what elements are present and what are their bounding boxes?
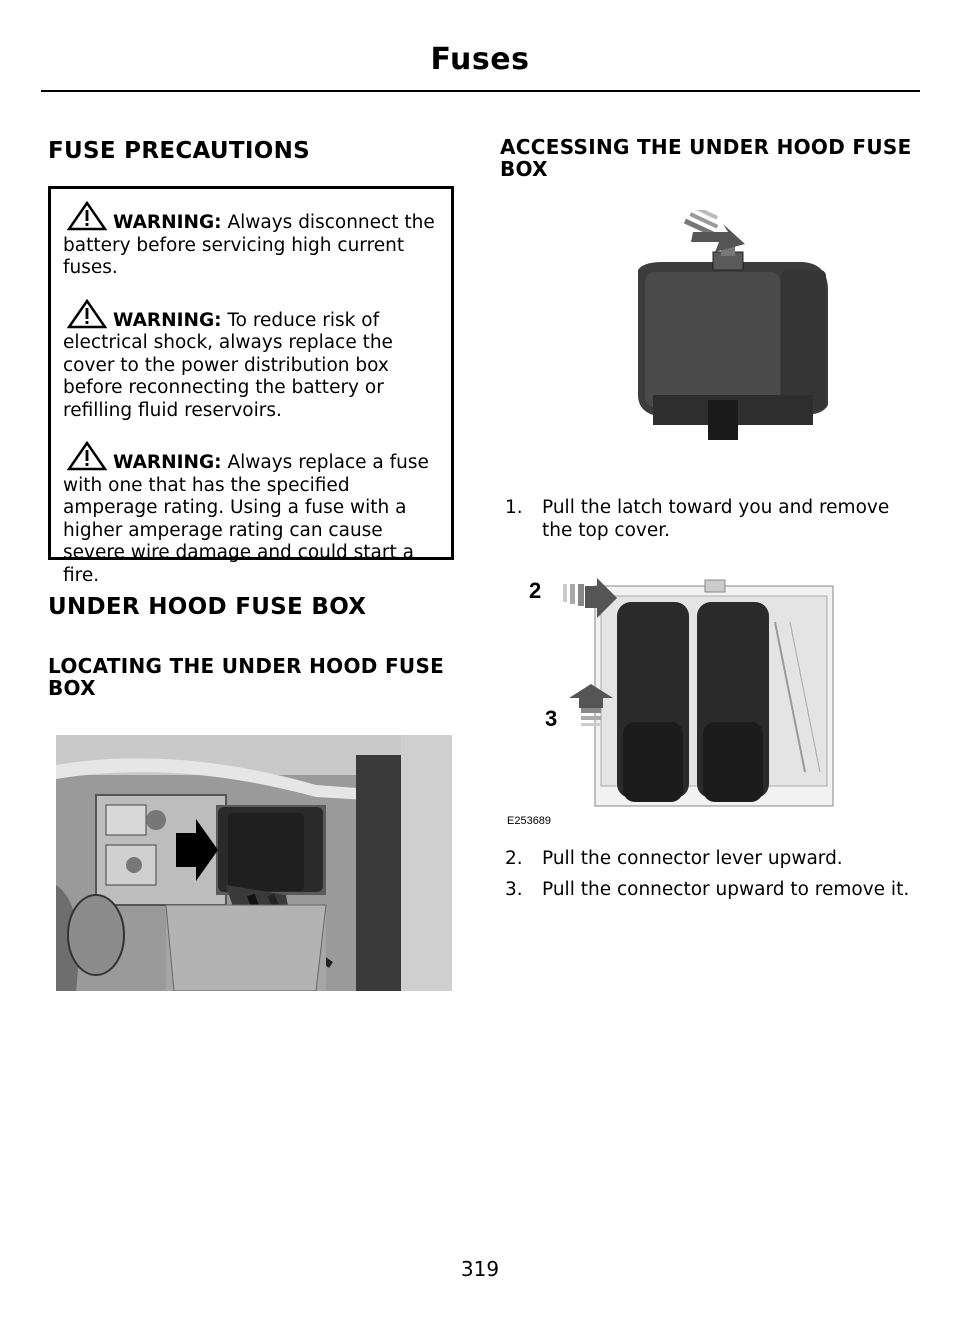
warning-text: Always replace a fuse with one that has the specified amperage rating. Using a fuse with a higher amperage rating can cause severe wire damage and could start a fire. xyxy=(63,452,429,586)
step-text: Pull the latch toward you and remove the top cover. xyxy=(542,497,890,541)
connector-figure xyxy=(505,572,835,830)
step-3 xyxy=(505,879,912,902)
warning-box xyxy=(48,186,454,586)
fuse-precautions-heading: FUSE PRECAUTIONS xyxy=(48,138,311,164)
callout-3: 3 xyxy=(545,706,558,731)
warning-3 xyxy=(63,441,443,587)
step-text: Pull the connector lever upward. xyxy=(542,848,843,869)
warning-2 xyxy=(63,299,443,423)
step-number: 3. xyxy=(505,879,523,900)
accessing-heading: ACCESSING THE UNDER HOOD FUSE BOX xyxy=(500,135,912,181)
step-1 xyxy=(505,497,912,542)
locating-heading: LOCATING THE UNDER HOOD FUSE BOX xyxy=(48,654,445,700)
warning-text: To reduce risk of electrical shock, always replace the cover to the power distribution box before reconnecting the battery or refilling fluid reservoirs. xyxy=(63,309,393,421)
step-number: 2. xyxy=(505,848,523,869)
page-number: 319 xyxy=(460,1257,500,1281)
header-divider xyxy=(41,90,920,92)
figure-id: E253689 xyxy=(507,815,552,827)
under-hood-fuse-box-heading: UNDER HOOD FUSE BOX xyxy=(48,594,367,620)
callout-2: 2 xyxy=(529,578,542,603)
engine-bay-image xyxy=(56,735,452,991)
warning-label: WARNING: xyxy=(113,452,222,473)
step-2 xyxy=(505,848,912,871)
warning-triangle-icon xyxy=(67,441,107,471)
warning-text: Always disconnect the battery before servicing high current fuses. xyxy=(63,212,435,278)
fuse-box-cover-image xyxy=(633,210,833,440)
page-title: Fuses xyxy=(430,42,530,77)
arrow-icon xyxy=(684,210,745,252)
warning-triangle-icon xyxy=(67,299,107,329)
warning-triangle-icon xyxy=(67,201,107,231)
warning-1 xyxy=(63,201,443,280)
step-text: Pull the connector upward to remove it. xyxy=(542,879,910,900)
step-number: 1. xyxy=(505,497,523,518)
warning-label: WARNING: xyxy=(113,212,222,233)
warning-label: WARNING: xyxy=(113,309,222,331)
